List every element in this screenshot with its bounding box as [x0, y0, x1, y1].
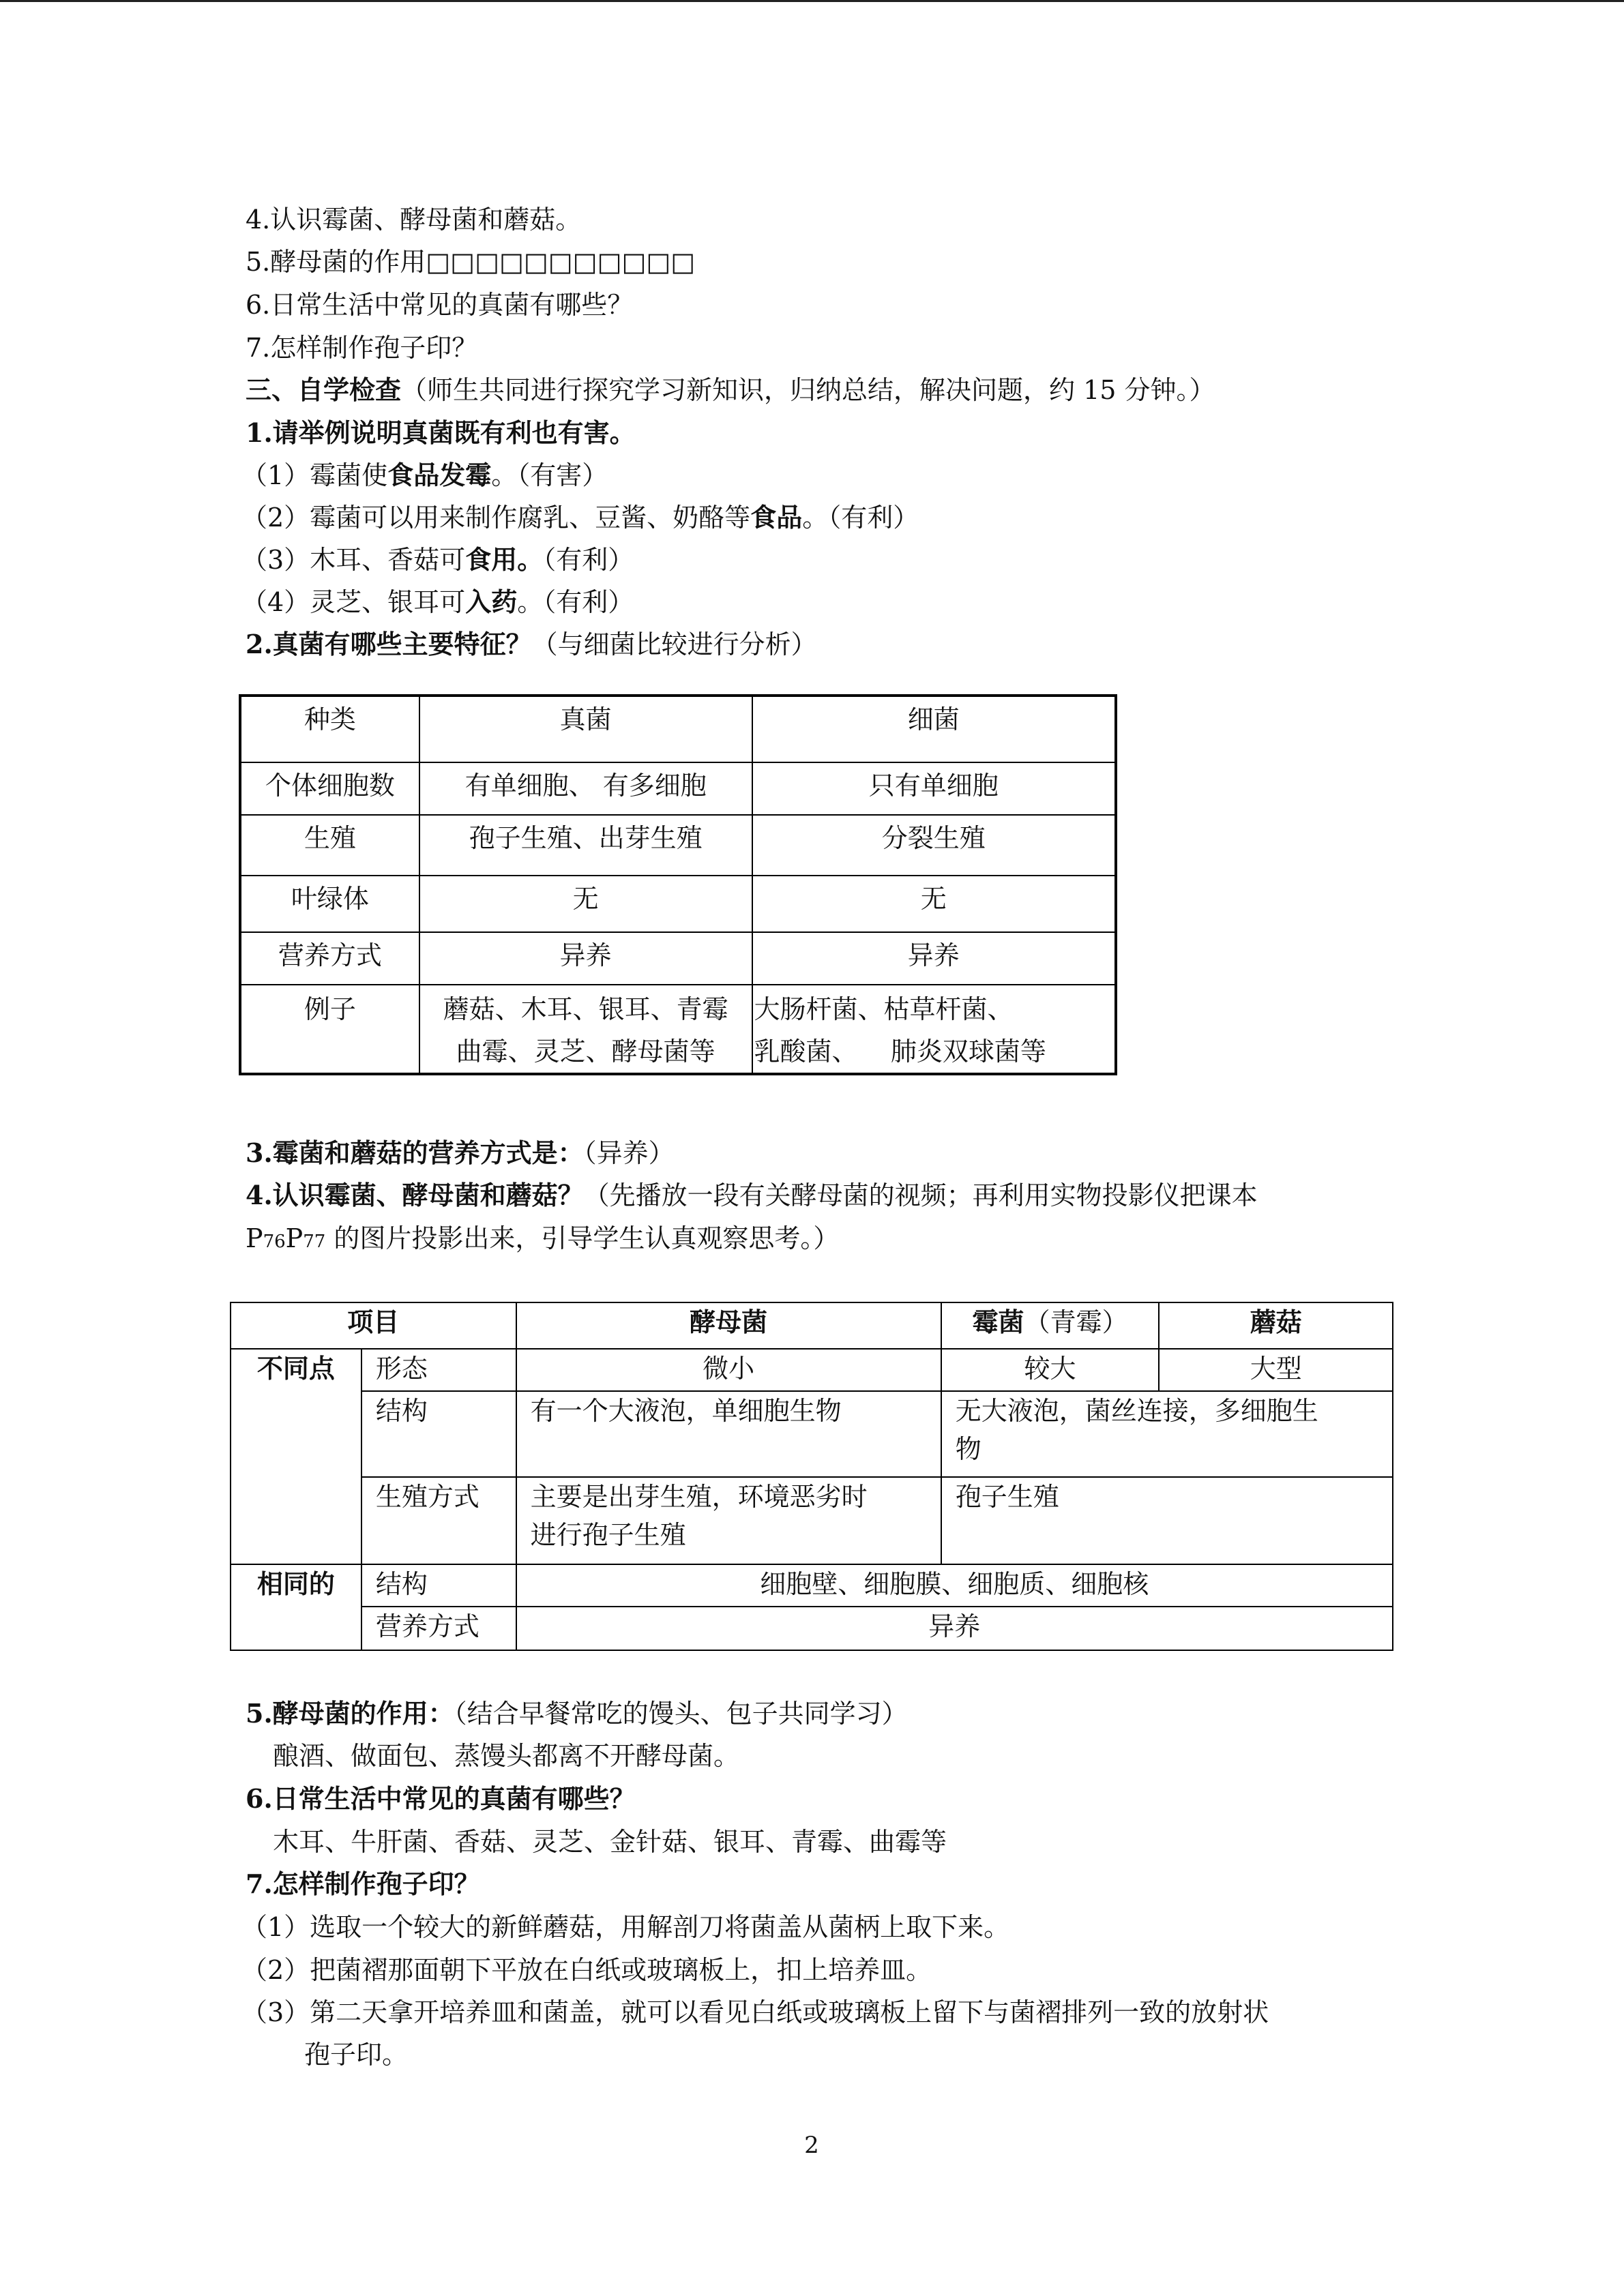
q3-heading: [246, 1136, 675, 1170]
q1-item-3-c: （有利）: [543, 545, 634, 575]
toc-item-7: 7.怎样制作孢子印？: [246, 333, 478, 363]
q3-note: （异养）: [583, 1138, 675, 1168]
q5-title: 5.酵母菌的作用：: [246, 1698, 454, 1729]
bacteria-cell: 分裂生殖: [752, 815, 1116, 876]
q4-title: 4.认识霉菌、酵母菌和蘑菇？: [246, 1180, 584, 1210]
q4-note-tail: 的图片投影出来，引导学生认真观察思考。）: [325, 1223, 840, 1253]
q1-item-1-a: （1）霉菌使: [241, 460, 388, 490]
reproduction-yeast-line-1: 主要是出芽生殖，环境恶劣时: [530, 1482, 868, 1512]
table-row: [231, 1391, 1393, 1477]
header-bacteria: 细菌: [752, 696, 1116, 762]
q1-item-1: [241, 458, 608, 492]
header-fungi: 真菌: [419, 696, 752, 762]
reproduction-label: 生殖方式: [361, 1477, 516, 1564]
shape-label: 形态: [361, 1349, 516, 1391]
structure-label: 结构: [361, 1391, 516, 1477]
q1-item-4-b: 入药: [465, 586, 518, 617]
q5-answer: 酿酒、做面包、蒸馒头都离不开酵母菌。: [273, 1741, 740, 1771]
q7-step-2: （2）把菌褶那面朝下平放在白纸或玻璃板上，扣上培养皿。: [241, 1955, 932, 1985]
header-item: 项目: [231, 1302, 516, 1349]
q2-heading: [246, 627, 817, 661]
table-row: [231, 1564, 1393, 1607]
q7-step-3: （3）第二天拿开培养皿和菌盖，就可以看见白纸或玻璃板上留下与菌褶排列一致的放射状: [241, 1997, 1269, 2027]
bacteria-examples-line-2: 乳酸菌、 肺炎双球菌等: [754, 1037, 1046, 1067]
q3-title: 3.霉菌和蘑菇的营养方式是：: [246, 1137, 584, 1168]
q1-title: [246, 416, 636, 450]
shape-mushroom: 大型: [1159, 1349, 1393, 1391]
header-yeast: 酵母菌: [516, 1302, 941, 1349]
structure-yeast: 有一个大液泡，单细胞生物: [516, 1391, 941, 1477]
q1-item-4-c: 。（有利）: [517, 587, 634, 617]
table-row: [231, 1607, 1393, 1650]
organism-comparison-table: [230, 1302, 1393, 1651]
structure-other-line-1: 无大液泡，菌丝连接，多细胞生: [955, 1396, 1318, 1426]
fungi-cell: 有单细胞、 有多细胞: [419, 762, 752, 815]
fungi-examples: [419, 985, 752, 1074]
toc-item-5: 5.酵母菌的作用□□□□□□□□□□□: [246, 247, 696, 277]
bacteria-cell: 异养: [752, 932, 1116, 985]
q4-page-76: 76: [263, 1232, 286, 1252]
fungi-examples-line-1: 蘑菇、木耳、银耳、青霉: [443, 994, 728, 1024]
bacteria-examples-line-1: 大肠杆菌、枯草杆菌、: [754, 994, 1014, 1024]
same-nutrition-label: 营养方式: [361, 1607, 516, 1650]
reproduction-yeast: [516, 1477, 941, 1564]
table-row: [240, 762, 1116, 815]
q7-title: 7.怎样制作孢子印？: [246, 1868, 480, 1899]
q2-title: 2.真菌有哪些主要特征？: [246, 629, 532, 659]
q1-item-3: [241, 543, 634, 577]
fungi-bacteria-table: [239, 694, 1117, 1075]
q1-item-2-b: 食品: [750, 502, 803, 533]
header-mushroom: 蘑菇: [1159, 1302, 1393, 1349]
q1-item-1-b: 食品发霉: [387, 460, 492, 490]
table-row: [240, 815, 1116, 876]
page-number: 2: [804, 2132, 819, 2159]
q5-note: （结合早餐常吃的馒头、包子共同学习）: [454, 1699, 908, 1729]
toc-item-4: 4.认识霉菌、酵母菌和蘑菇。: [246, 205, 582, 235]
q1-item-3-a: （3）木耳、香菇可: [241, 545, 466, 575]
q2-note: （与细菌比较进行分析）: [531, 629, 817, 659]
table-row: [231, 1349, 1393, 1391]
page-top-border: [0, 0, 1624, 2]
table-row: [240, 876, 1116, 932]
table-row-examples: [240, 985, 1116, 1074]
table-header-row: [231, 1302, 1393, 1349]
header-mold-paren: （青霉）: [1024, 1307, 1128, 1337]
section-3-heading: [246, 373, 1215, 407]
diff-label: 不同点: [231, 1349, 361, 1564]
fungi-cell: 无: [419, 876, 752, 932]
q4-p-2: P: [285, 1223, 304, 1253]
q4-note-line-2: [246, 1221, 839, 1259]
bacteria-cell: 无: [752, 876, 1116, 932]
fungi-cell: 孢子生殖、出芽生殖: [419, 815, 752, 876]
table-header-row: [240, 696, 1116, 762]
q5-heading: [246, 1697, 908, 1731]
q7-step-1: （1）选取一个较大的新鲜蘑菇，用解剖刀将菌盖从菌柄上取下来。: [241, 1912, 1010, 1942]
q6-heading: [246, 1782, 636, 1816]
q1-item-2-c: 。（有利）: [802, 503, 919, 533]
q4-note-line-1: （先播放一段有关酵母菌的视频；再利用实物投影仪把课本: [583, 1180, 1258, 1210]
fungi-cell: 异养: [419, 932, 752, 985]
q4-page-77: 77: [303, 1232, 326, 1252]
row-label: 营养方式: [240, 932, 419, 985]
structure-other-line-2: 物: [955, 1434, 981, 1464]
reproduction-yeast-line-2: 进行孢子生殖: [530, 1520, 686, 1550]
table-row: [240, 932, 1116, 985]
table-row: [231, 1477, 1393, 1564]
row-label: 例子: [240, 985, 419, 1074]
shape-mold: 较大: [941, 1349, 1160, 1391]
fungi-examples-line-2: 曲霉、灵芝、酵母菌等: [456, 1037, 715, 1067]
toc-item-6: 6.日常生活中常见的真菌有哪些？: [246, 290, 634, 320]
q1-title-text: 1.请举例说明真菌既有利也有害。: [246, 417, 636, 448]
same-label: 相同的: [231, 1564, 361, 1650]
bacteria-examples: [752, 985, 1116, 1074]
same-structure-value: 细胞壁、细胞膜、细胞质、细胞核: [516, 1564, 1393, 1607]
q4-p-1: P: [246, 1223, 263, 1253]
q6-answer: 木耳、牛肝菌、香菇、灵芝、金针菇、银耳、青霉、曲霉等: [273, 1827, 947, 1857]
structure-mold-mushroom: [941, 1391, 1393, 1477]
q7-heading: [246, 1867, 480, 1901]
same-nutrition-value: 异养: [516, 1607, 1393, 1650]
q1-item-4-a: （4）灵芝、银耳可: [241, 587, 466, 617]
same-structure-label: 结构: [361, 1564, 516, 1607]
shape-yeast: 微小: [516, 1349, 941, 1391]
row-label: 个体细胞数: [240, 762, 419, 815]
q1-item-4: [241, 585, 634, 619]
bacteria-cell: 只有单细胞: [752, 762, 1116, 815]
q1-item-2: [241, 501, 919, 535]
reproduction-other: 孢子生殖: [941, 1477, 1393, 1564]
q4-heading: [246, 1178, 1258, 1212]
section-3-note: （师生共同进行探究学习新知识，归纳总结，解决问题，约 15 分钟。）: [401, 375, 1215, 405]
row-label: 叶绿体: [240, 876, 419, 932]
section-3-title: 三、自学检查: [246, 374, 402, 405]
q6-title: 6.日常生活中常见的真菌有哪些？: [246, 1783, 636, 1814]
row-label: 生殖: [240, 815, 419, 876]
q1-item-3-b: 食用。: [465, 544, 544, 575]
q7-step-3-cont: 孢子印。: [304, 2040, 409, 2070]
q1-item-1-c: 。（有害）: [491, 460, 608, 490]
q1-item-2-a: （2）霉菌可以用来制作腐乳、豆酱、奶酪等: [241, 503, 751, 533]
header-kind: 种类: [240, 696, 419, 762]
header-mold: [941, 1302, 1160, 1349]
header-mold-label: 霉菌: [972, 1307, 1024, 1337]
